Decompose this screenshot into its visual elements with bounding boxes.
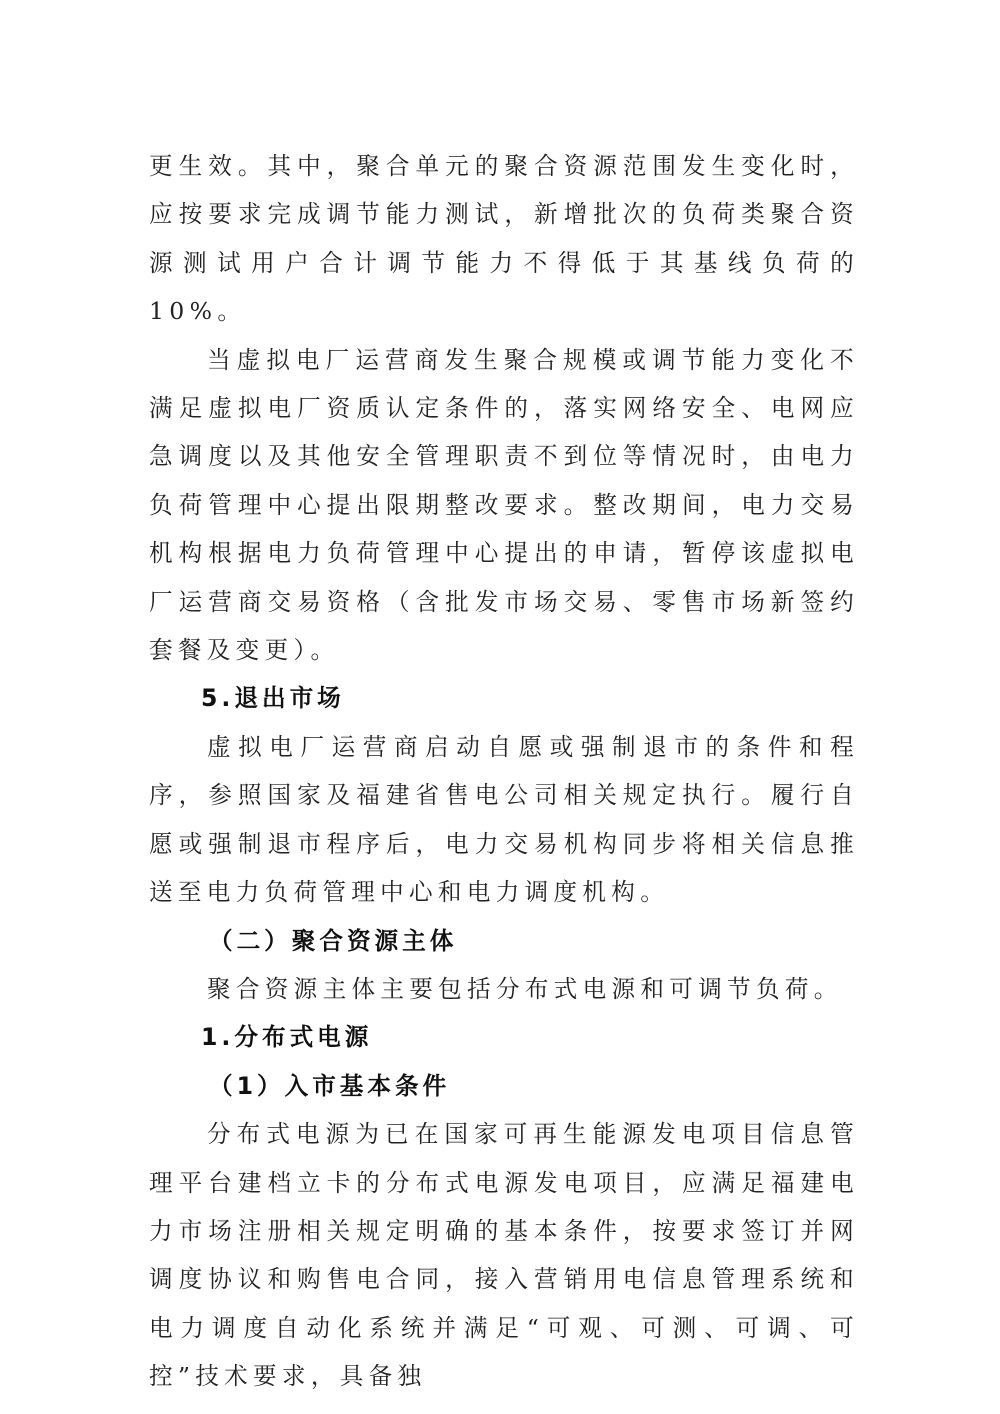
paragraph-rectification: 当虚拟电厂运营商发生聚合规模或调节能力变化不满足虚拟电厂资质认定条件的，落实网络安全、电网应急调度以及其他安全管理职责不到位等情况时，由电力负荷管理中心提出限期整改要求。整改期间，电力交易机构根据电力负荷管理中心提出的申请，暂停该虚拟电厂运营商交易资格（含批发市场交易、零售市场新签约套餐及变更）。 [149, 345, 859, 665]
paragraph-continued: 更生效。其中，聚合单元的聚合资源范围发生变化时，应按要求完成调节能力测试，新增批次的负荷类聚合资源测试用户合计调节能力不得低于其基线负荷的 10%。 [149, 152, 859, 326]
document-body [149, 142, 859, 1401]
paragraph-exit-market: 虚拟电厂运营商启动自愿或强制退市的条件和程序，参照国家及福建省售电公司相关规定执行。履行自愿或强制退市程序后，电力交易机构同步将相关信息推送至电力负荷管理中心和电力调度机构。 [149, 732, 859, 907]
paragraph-resource-types: 聚合资源主体主要包括分布式电源和可调节负荷。 [207, 974, 843, 1003]
heading-basic-conditions: （1）入市基本条件 [209, 1071, 451, 1100]
heading-exit-market: 5.退出市场 [201, 684, 345, 713]
heading-distributed-power: 1.分布式电源 [201, 1023, 373, 1052]
heading-aggregated-resource-entity: （二）聚合资源主体 [209, 926, 458, 955]
paragraph-distributed-power-conditions: 分布式电源为已在国家可再生能源发电项目信息管理平台建档立卡的分布式电源发电项目，应满足福建电力市场注册相关规定明确的基本条件，按要求签订并网调度协议和购售电合同，接入营销用电信息管理系统和电力调度自动化系统并满足“可观、可测、可调、可控”技术要求，具备独 [149, 1120, 859, 1391]
